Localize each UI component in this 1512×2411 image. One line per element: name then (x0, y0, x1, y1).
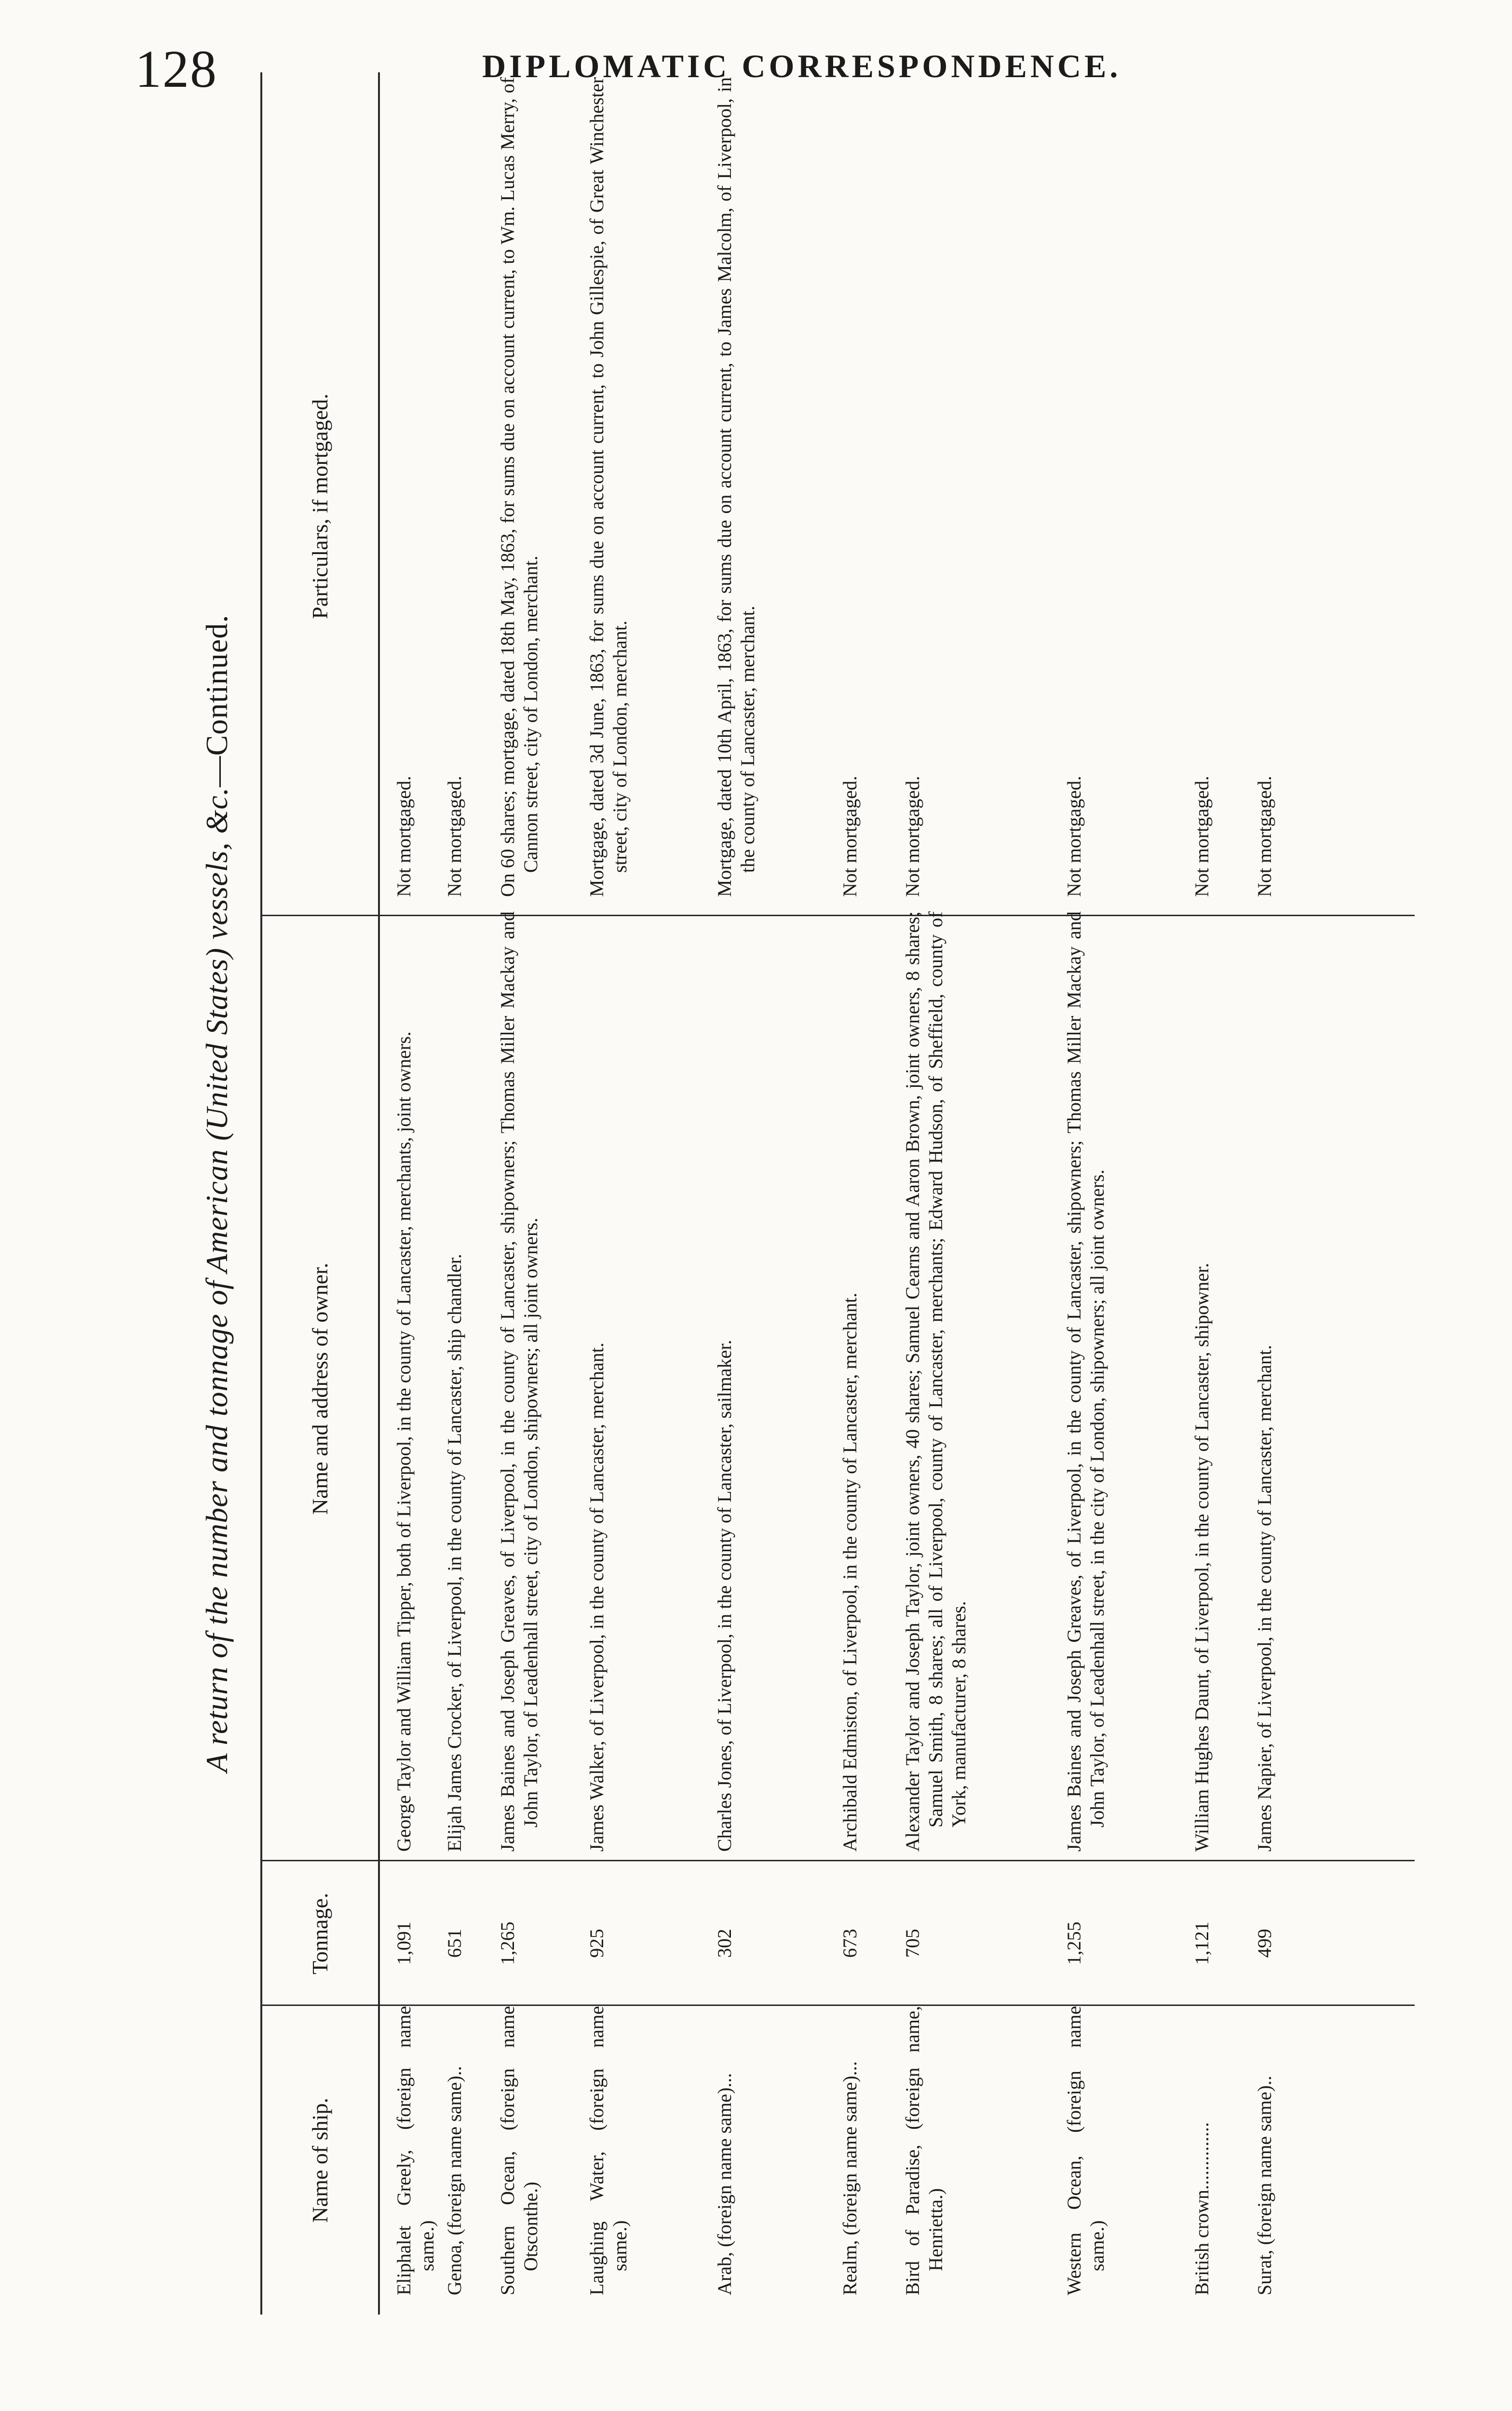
owner: James Napier, of Liverpool, in the county of Lancaster, merchant. (1254, 1345, 1275, 1852)
owner: Alexander Taylor and Joseph Taylor, joint owners, 40 shares; Samuel Cearns and Aaron Brown, joint owners, 8 shares; Samuel Smith, 8 shares; all of Liverpool, county of Lancaster, merchants; Edward Hudson, of Sheffield, county of York, manufacturer, 8 shares. (902, 911, 970, 1852)
header-particulars: Particulars, if mortgaged. (308, 393, 332, 619)
tonnage: 1,255 (1063, 1922, 1085, 1965)
page-number: 128 (135, 40, 217, 98)
particulars: Mortgage, dated 3d June, 1863, for sums due on account current, to John Gillespie, of Great Winchester street, city of London, merchant. (586, 77, 631, 897)
header-ship: Name of ship. (308, 2098, 332, 2223)
owner: Elijah James Crocker, of Liverpool, in the county of Lancaster, ship chandler. (444, 1254, 465, 1852)
ship-name: Arab, (foreign name same)... (714, 2073, 735, 2295)
header-owner: Name and address of owner. (308, 1262, 332, 1515)
ship-name: Eliphalet Greely, (foreign name same.) (393, 2006, 438, 2295)
ship-name: Realm, (foreign name same)... (839, 2061, 861, 2295)
tonnage: 651 (444, 1929, 465, 1958)
table-caption (188, 72, 246, 2315)
owner: Archibald Edmiston, of Liverpool, in the county of Lancaster, merchant. (839, 1292, 861, 1852)
tonnage: 1,121 (1191, 1922, 1213, 1965)
owner: James Baines and Joseph Greaves, of Liverpool, in the county of Lancaster, shipowners; Thomas Miller Mackay and John Taylor, of Leadenhall street, in the city of London, shipowners; all joint owners. (1063, 911, 1108, 1852)
tonnage: 1,265 (497, 1922, 518, 1965)
owner: William Hughes Daunt, of Liverpool, in the county of Lancaster, shipowner. (1191, 1263, 1213, 1852)
tonnage: 705 (902, 1929, 923, 1958)
owner: James Walker, of Liverpool, in the county of Lancaster, merchant. (586, 1342, 608, 1852)
owner: Charles Jones, of Liverpool, in the county of Lancaster, sailmaker. (714, 1340, 735, 1852)
owner: George Taylor and William Tipper, both of Liverpool, in the county of Lancaster, merchants, joint owners. (393, 1031, 415, 1852)
particulars: Not mortgaged. (1063, 775, 1085, 897)
ship-name: Surat, (foreign name same).. (1254, 2075, 1275, 2295)
table-header-row (260, 72, 380, 2315)
ship-name: Laughing Water, (foreign name same.) (586, 2006, 631, 2295)
particulars: Not mortgaged. (1254, 775, 1275, 897)
tonnage: 499 (1254, 1929, 1275, 1958)
tonnage: 1,091 (393, 1922, 415, 1965)
particulars: Not mortgaged. (1191, 775, 1213, 897)
table-caption-italic: A return of the number and tonnage of American (United States) vessels, &c. (200, 787, 234, 1773)
ship-name: British crown.............. (1191, 2122, 1213, 2295)
ship-name: Genoa, (foreign name same).. (444, 2066, 465, 2295)
particulars: Not mortgaged. (839, 775, 861, 897)
header-tonnage: Tonnage. (308, 1893, 332, 1975)
ship-name: Bird of Paradise, (foreign name, Henrietta.) (902, 2006, 946, 2295)
particulars: On 60 shares; mortgage, dated 18th May, 1863, for sums due on account current, to Wm. Lucas Merry, of Cannon street, city of London, merchant. (497, 77, 541, 897)
running-title: DIPLOMATIC CORRESPONDENCE. (482, 48, 1121, 84)
particulars: Not mortgaged. (444, 775, 465, 897)
particulars: Not mortgaged. (902, 775, 923, 897)
particulars: Not mortgaged. (393, 775, 415, 897)
tonnage: 673 (839, 1929, 861, 1958)
rotated-table-region (188, 72, 1466, 2315)
ship-name: Southern Ocean, (foreign name Otsconthe.) (497, 2006, 541, 2295)
tonnage: 925 (586, 1929, 608, 1958)
tonnage: 302 (714, 1929, 735, 1958)
owner: James Baines and Joseph Greaves, of Liverpool, in the county of Lancaster, shipowners; Thomas Miller Mackay and John Taylor, of Leadenhall street, city of London, shipowners; all joint owners. (497, 911, 541, 1852)
table-caption-continued: —Continued. (200, 614, 234, 787)
ship-name: Western Ocean, (foreign name same.) (1063, 2006, 1108, 2295)
particulars: Mortgage, dated 10th April, 1863, for sums due on account current, to James Malcolm, of Liverpool, in the county of Lancaster, merchant. (714, 77, 758, 897)
table-body (378, 72, 1439, 2315)
ships-table (260, 72, 1442, 2315)
